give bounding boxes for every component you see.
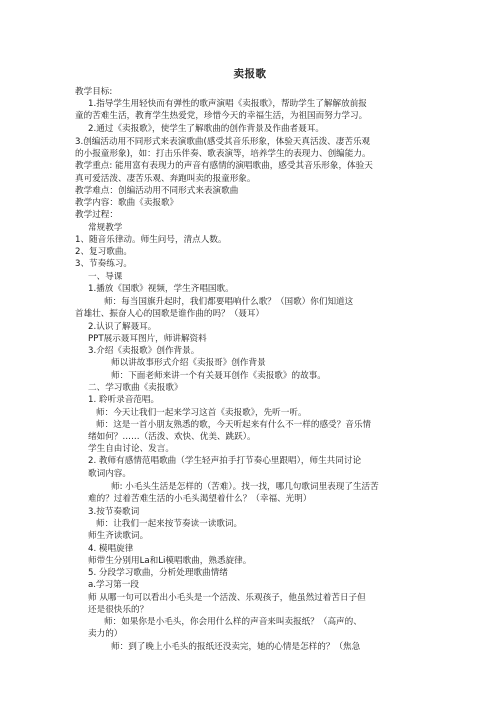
document-line: 师带生分别用La和Li模唱歌曲，熟悉旋律。 (88, 556, 252, 566)
document-line: 师：到了晚上小毛头的报纸还没卖完，她的心情是怎样的？（焦急 (111, 642, 361, 652)
document-line: 师：每当国旗升起时，我们都要唱响什么歌？（国歌）你们知道这 (104, 297, 354, 307)
document-line: 真可爱活泼、凄苦乐观、奔跑叫卖的报童形象。 (75, 174, 256, 184)
document-line: 1.播放《国歌》视频，学生齐唱国歌。 (88, 284, 234, 294)
document-title: 卖报歌 (233, 68, 267, 80)
document-line: 童的苦难生活，教育学生热爱党，珍惜今天的幸福生活，为祖国而努力学习。 (75, 111, 368, 121)
document-line: 教学过程： (75, 210, 118, 220)
document-line: PPT展示聂耳图片，师讲解资料 (88, 334, 207, 344)
document-line: 师：下面老师来讲一个有关聂耳创作《卖报歌》的故事。 (111, 371, 326, 381)
document-line: 3.按节奏歌词 (88, 507, 140, 517)
document-line: 4. 模唱旋律 (88, 544, 134, 554)
document-line: 师：今天让我们一起来学习这首《卖报歌》，先听一听。 (96, 408, 307, 418)
document-line: 绪如何？……（活泼、欢快、优美、跳跃）。 (88, 432, 256, 442)
document-line: 的小报童形象)，如：打击乐伴奏、歌表演等，培养学生的表现力、创编能力。 (75, 149, 371, 159)
document-line: 还是很快乐的？ (88, 605, 149, 615)
document-line: 2. 教师有感情范唱歌曲（学生轻声拍手打节奏心里跟唱），师生共同讨论 (88, 456, 362, 466)
document-line: 一、导课 (88, 272, 123, 282)
document-line: 3.介绍《卖报歌》创作背景。 (88, 346, 200, 356)
document-line: 教学内容：歌曲《卖报歌》 (75, 198, 179, 208)
document-line: 教学重点: 能用富有表现力的声音有感情的演唱歌曲，感受其音乐形象，体验天 (75, 161, 373, 171)
document-line: 师：如果你是小毛头，你会用什么样的声音来叫卖报纸？（高声的、 (104, 617, 362, 627)
document-line: 3、节奏练习。 (75, 259, 133, 269)
document-line: 师：这是一首小朋友熟悉的歌，今天听起来有什么不一样的感受？音乐情 (96, 420, 372, 430)
document-line: 教学目标: (75, 87, 113, 97)
document-line: 学生自由讨论、发言。 (88, 444, 174, 454)
document-line: 2.通过《卖报歌》，使学生了解歌曲的创作背景及作曲者聂耳。 (88, 124, 324, 134)
document-line: 2.认识了解聂耳。 (88, 322, 157, 332)
document-line: 5. 分段学习歌曲，分析处理歌曲情绪 (88, 568, 228, 578)
document-line: 教学难点：创编活动用不同形式来表演歌曲 (75, 186, 239, 196)
document-line: 3.创编活动用不同形式来表演歌曲(感受其音乐形象，体验天真活泼、凄苦乐观 (75, 137, 371, 147)
document-line: 师 从哪一句可以看出小毛头是一个活泼、乐观孩子，他虽然过着苦日子但 (88, 593, 366, 603)
document-line: a.学习第一段 (88, 580, 139, 590)
document-line: 师生齐读歌词。 (88, 531, 149, 541)
document-line: 师: 小毛头生活是怎样的（苦难）。找一找，哪几句歌词里表现了生活苦 (111, 482, 379, 492)
document-line: 二、学习歌曲《卖报歌》 (88, 383, 183, 393)
document-line: 1.指导学生用轻快而有弹性的歌声演唱《卖报歌》，帮助学生了解解放前报 (88, 99, 367, 109)
document-line: 师以讲故事形式介绍《卖报哥》创作背景 (111, 358, 266, 368)
document-line: 1. 聆听录音范唱。 (88, 395, 160, 405)
document-line: 歌词内容。 (88, 469, 131, 479)
document-line: 卖力的） (88, 629, 123, 639)
document-line: 师：让我们一起来按节奏读一读歌词。 (96, 519, 243, 529)
document-line: 1、随音乐律动。师生问号，清点人数。 (75, 235, 227, 245)
document-line: 首雄壮、振奋人心的国歌是谁作曲的吗？（聂耳） (75, 309, 265, 319)
document-line: 难的？过着苦难生活的小毛头渴望着什么？（幸福、光明） (88, 494, 312, 504)
document-line: 2、复习歌曲。 (75, 247, 133, 257)
document-line: 常规教学 (88, 223, 123, 233)
